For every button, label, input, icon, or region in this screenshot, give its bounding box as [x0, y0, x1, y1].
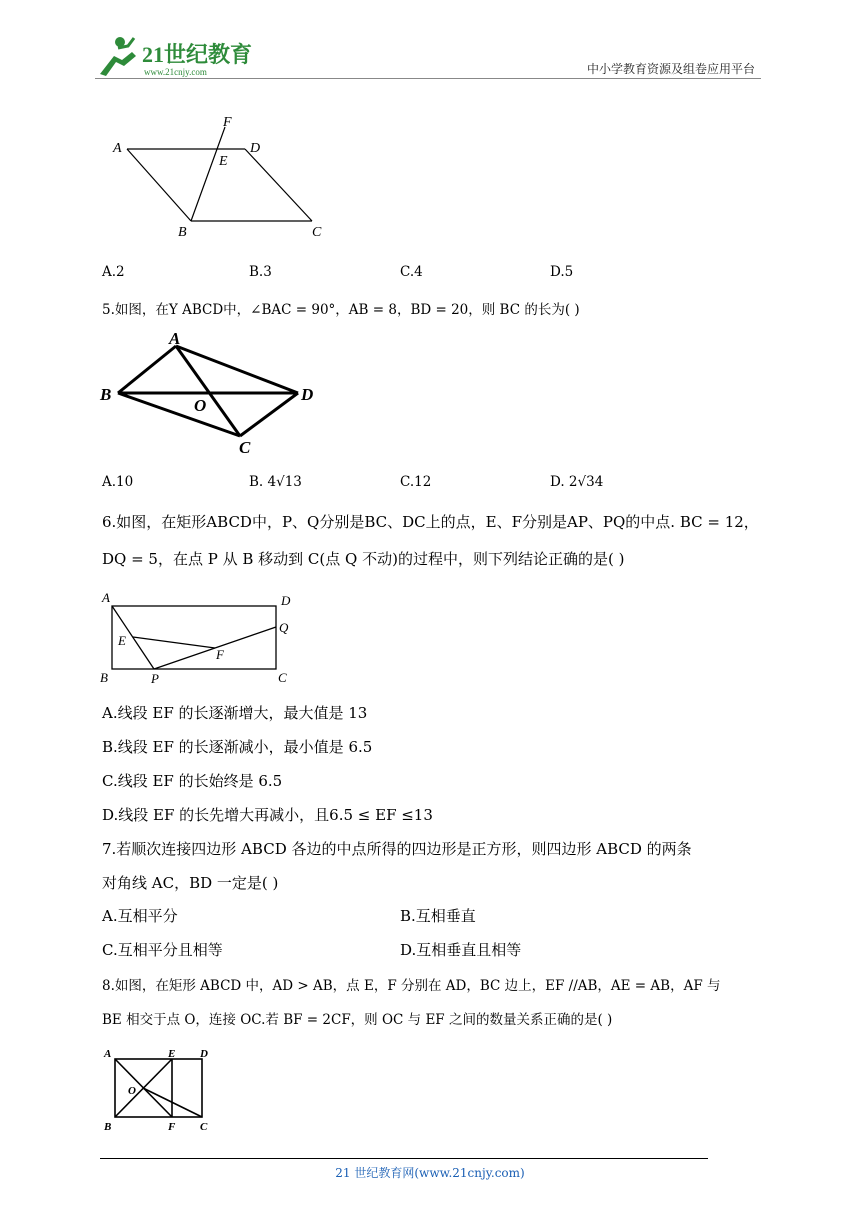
q7-option-c: C.互相平分且相等 [102, 941, 223, 959]
q6-label-b: B [100, 670, 108, 685]
q4-label-e: E [219, 154, 228, 169]
q8-label-c: C [200, 1121, 208, 1133]
q8-label-a: A [104, 1048, 112, 1060]
header-divider [95, 78, 761, 79]
q5-option-b: B. 4√13 [249, 474, 302, 490]
q4-option-b: B.3 [249, 264, 272, 280]
q6-label-d: D [281, 593, 291, 608]
q7-stem-line1: 7.若顺次连接四边形 ABCD 各边的中点所得的四边形是正方形，则四边形 ABCD 的两条 [102, 840, 692, 858]
q5-label-o: O [194, 396, 207, 415]
q5-label-b: B [100, 385, 112, 404]
q5-label-c: C [239, 438, 251, 457]
platform-name: 中小学教育资源及组卷应用平台 [586, 62, 755, 76]
q8-label-b: B [104, 1121, 112, 1133]
q5-stem: 5.如图，在Y ABCD中，∠BAC = 90°，AB = 8，BD = 20，则 BC 的长为( ) [102, 302, 580, 318]
q6-label-a: A [102, 590, 110, 605]
q5-option-d: D. 2√34 [550, 474, 604, 490]
logo-brand-text: 21世纪教育 [142, 42, 253, 67]
q5-option-a: A.10 [102, 474, 134, 490]
site-logo [92, 34, 262, 80]
q7-option-d: D.互相垂直且相等 [400, 941, 522, 959]
q4-label-d: D [250, 141, 261, 156]
q8-label-o: O [128, 1085, 136, 1097]
q4-option-d: D.5 [550, 264, 574, 280]
q4-label-a: A [113, 141, 122, 156]
q4-figure [105, 110, 335, 240]
q5-option-c: C.12 [400, 474, 432, 490]
q8-label-f: F [168, 1121, 176, 1133]
q8-label-e: E [168, 1048, 176, 1060]
q6-option-b: B.线段 EF 的长逐渐减小，最小值是 6.5 [102, 738, 373, 756]
q6-option-d: D.线段 EF 的长先增大再减小，且6.5 ≤ EF ≤13 [102, 806, 433, 824]
q6-label-q: Q [279, 620, 289, 635]
q4-option-c: C.4 [400, 264, 423, 280]
q4-label-b: B [178, 225, 187, 240]
q5-figure [98, 330, 328, 458]
q8-figure [98, 1044, 223, 1134]
q6-label-f: F [216, 647, 224, 662]
q6-stem-line2: DQ = 5，在点 P 从 B 移动到 C(点 Q 不动)的过程中，则下列结论正确的是( ) [102, 550, 625, 568]
q4-option-a: A.2 [102, 264, 125, 280]
q8-label-d: D [200, 1048, 208, 1060]
runner-logo-icon [100, 37, 136, 76]
q6-label-c: C [278, 670, 287, 685]
q6-option-a: A.线段 EF 的长逐渐增大，最大值是 13 [102, 704, 368, 722]
q6-label-e: E [118, 633, 126, 648]
q7-stem-line2: 对角线 AC，BD 一定是( ) [102, 874, 279, 892]
q7-option-a: A.互相平分 [102, 907, 178, 925]
q5-label-a: A [169, 330, 181, 348]
q4-label-f: F [223, 115, 232, 130]
q8-stem-line1: 8.如图，在矩形 ABCD 中，AD > AB，点 E，F 分别在 AD，BC 边上，EF //AB，AE = AB，AF 与 [102, 978, 721, 994]
q6-figure [96, 588, 306, 688]
q6-option-c: C.线段 EF 的长始终是 6.5 [102, 772, 283, 790]
footer-divider [100, 1158, 708, 1159]
logo-url-text: www.21cnjy.com [144, 67, 207, 77]
q4-label-c: C [312, 225, 322, 240]
q5-label-d: D [301, 385, 314, 404]
footer-link[interactable]: 21 世纪教育网(www.21cnjy.com) [335, 1166, 525, 1180]
q8-stem-line2: BE 相交于点 O，连接 OC.若 BF = 2CF，则 OC 与 EF 之间的数量关系正确的是( ) [102, 1012, 613, 1028]
q7-option-b: B.互相垂直 [400, 907, 476, 925]
q6-stem-line1: 6.如图，在矩形ABCD中，P、Q分别是BC、DC上的点，E、F分别是AP、PQ的中点. BC = 12， [102, 513, 759, 531]
q6-label-p: P [151, 671, 159, 686]
